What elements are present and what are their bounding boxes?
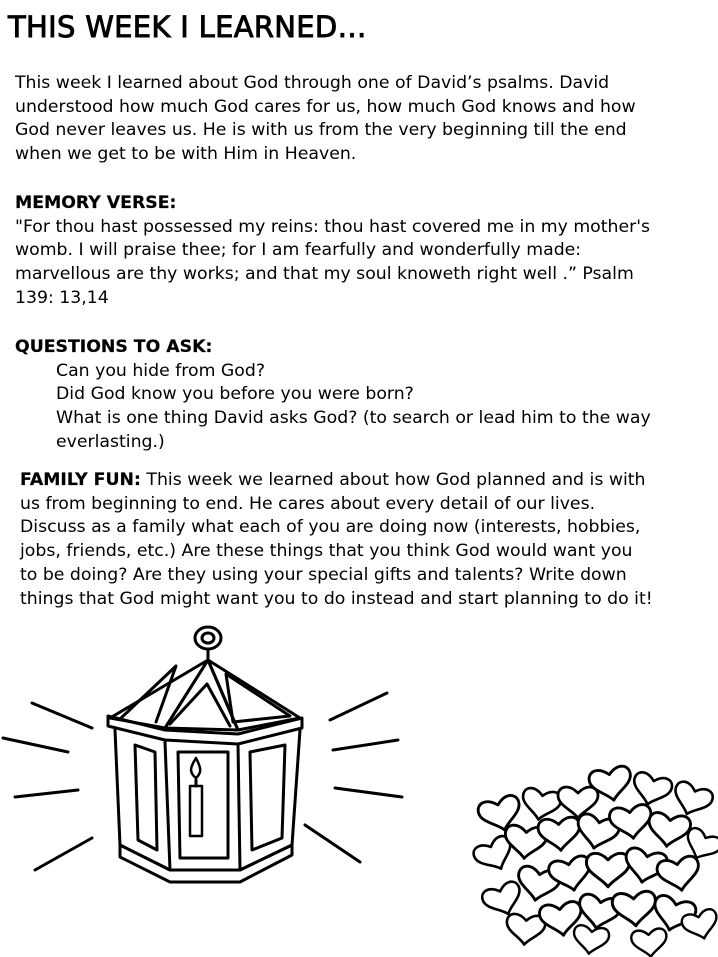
question-item: Did God know you before you were born? <box>56 384 414 405</box>
verse-line: 139: 13,14 <box>15 287 109 308</box>
intro-line: This week I learned about God through one of David’s psalms. David <box>15 73 610 93</box>
question-item: What is one thing David asks God? (to search or lead him to the way <box>56 408 651 429</box>
page-title: THIS WEEK I LEARNED… <box>8 10 367 44</box>
intro-line: understood how much God cares for us, how much God knows and how <box>15 96 636 117</box>
family-fun-line: to be doing? Are they using your special gifts and talents? Write down <box>20 564 627 585</box>
family-fun-line: things that God might want you to do instead and start planning to do it! <box>20 588 653 609</box>
family-fun-line: jobs, friends, etc.) Are these things that you think God would want you <box>20 541 633 562</box>
intro-line: when we get to be with Him in Heaven. <box>15 144 357 165</box>
heart-cluster-icon <box>471 765 718 957</box>
verse-line: womb. I will praise thee; for I am fearfully and wonderfully made: <box>15 240 582 261</box>
family-fun-label: FAMILY FUN: <box>20 470 141 490</box>
question-item: everlasting.) <box>56 431 165 452</box>
family-fun-text: This week we learned about how God planned and is with <box>140 470 646 490</box>
intro-line: God never leaves us. He is with us from the very beginning till the end <box>15 120 627 141</box>
verse-line: marvellous are thy works; and that my soul knoweth right well .” Psalm <box>15 264 634 285</box>
memory-verse-heading: MEMORY VERSE: <box>15 193 177 213</box>
verse-line: "For thou hast possessed my reins: thou hast covered me in my mother's <box>15 216 650 237</box>
question-item: Can you hide from God? <box>56 360 266 381</box>
questions-heading: QUESTIONS TO ASK: <box>15 337 213 357</box>
family-fun-line: us from beginning to end. He cares about every detail of our lives. <box>20 493 596 514</box>
family-fun-line: Discuss as a family what each of you are doing now (interests, hobbies, <box>20 517 641 538</box>
